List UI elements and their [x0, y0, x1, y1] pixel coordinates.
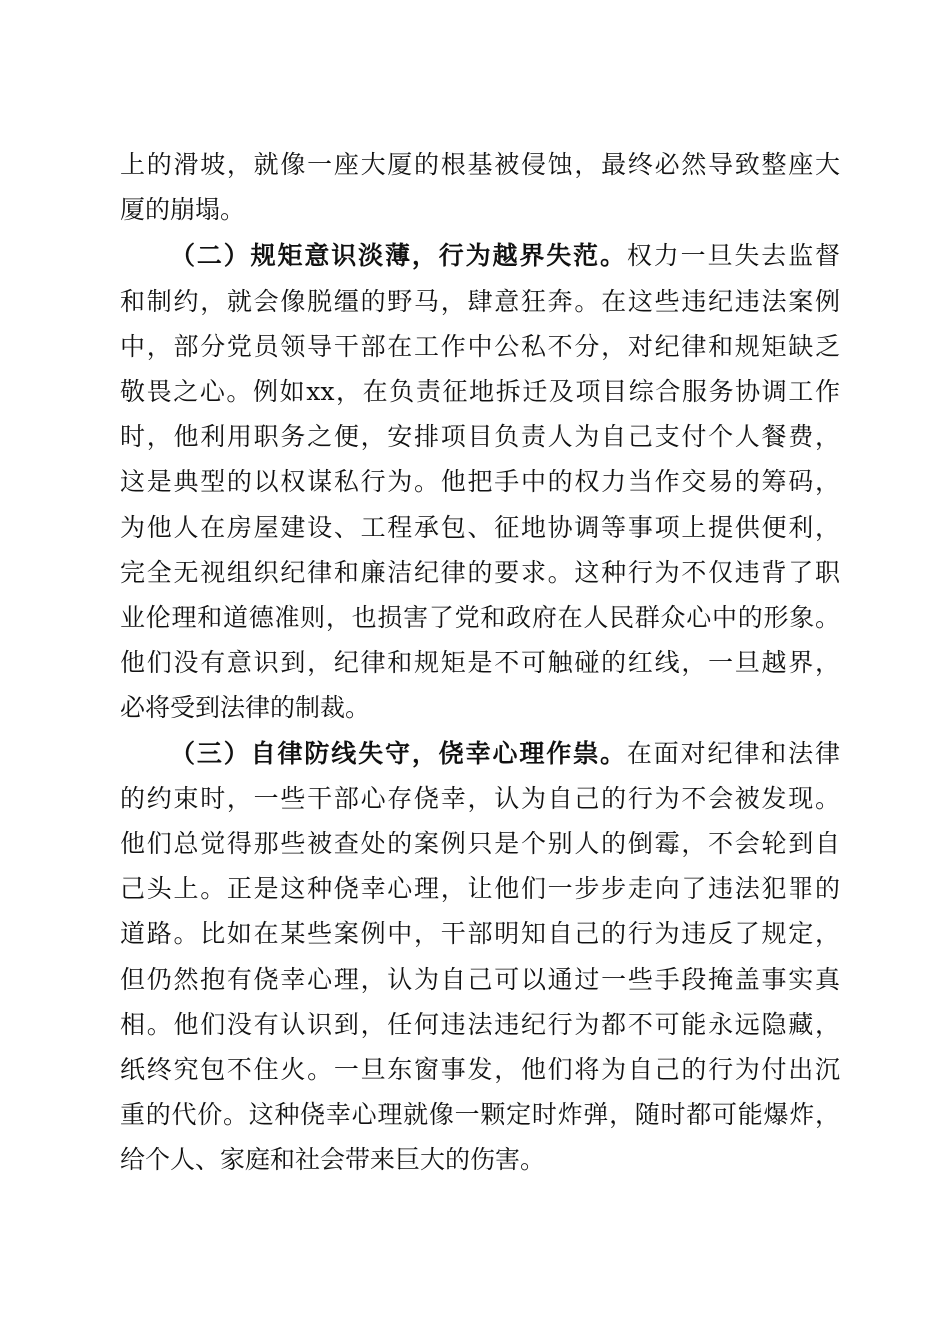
paragraph-first-line: [170, 734, 840, 774]
text-line: 和制约，就会像脱缰的野马，肆意狂奔。在这些违纪违法案例: [120, 287, 840, 316]
paragraph-first-line: [170, 236, 840, 276]
text-line: 纸终究包不住火。一旦东窗事发，他们将为自己的行为付出沉: [120, 1055, 840, 1084]
text-line: 但仍然抱有侥幸心理，认为自己可以通过一些手段掩盖事实真: [120, 965, 840, 994]
text-line: 重的代价。这种侥幸心理就像一颗定时炸弹，随时都可能爆炸，: [120, 1100, 840, 1129]
text-run: 权力一旦失去监督: [626, 241, 840, 270]
text-line: 道路。比如在某些案例中，干部明知自己的行为违反了规定，: [120, 919, 840, 948]
text-run: 在面对纪律和法律: [626, 739, 840, 768]
text-line: 业伦理和道德准则，也损害了党和政府在人民群众心中的形象。: [120, 603, 840, 632]
text-line: 的约束时，一些干部心存侥幸，认为自己的行为不会被发现。: [120, 784, 840, 813]
text-line: 必将受到法律的制裁。: [120, 693, 371, 722]
text-line: 己头上。正是这种侥幸心理，让他们一步步走向了违法犯罪的: [120, 874, 840, 903]
text-line: 中，部分党员领导干部在工作中公私不分，对纪律和规矩缺乏: [120, 332, 840, 361]
text-line: 完全无视组织纪律和廉洁纪律的要求。这种行为不仅违背了职: [120, 558, 840, 587]
text-line: 他们没有意识到，纪律和规矩是不可触碰的红线，一旦越界，: [120, 648, 840, 677]
section-heading: （二）规矩意识淡薄，行为越界失范。: [170, 241, 627, 270]
text-line: 他们总觉得那些被查处的案例只是个别人的倒霉，不会轮到自: [120, 829, 840, 858]
text-line: 时，他利用职务之便，安排项目负责人为自己支付个人餐费，: [120, 422, 840, 451]
text-line: 厦的崩塌。: [120, 195, 246, 224]
text-line: 为他人在房屋建设、工程承包、征地协调等事项上提供便利，: [120, 513, 840, 542]
text-line: 上的滑坡，就像一座大厦的根基被侵蚀，最终必然导致整座大: [120, 150, 840, 179]
text-line: 相。他们没有认识到，任何违法违纪行为都不可能永远隐藏，: [120, 1010, 840, 1039]
text-line: 敬畏之心。例如xx，在负责征地拆迁及项目综合服务协调工作: [120, 377, 840, 406]
text-line: 给个人、家庭和社会带来巨大的伤害。: [120, 1145, 546, 1174]
text-line: 这是典型的以权谋私行为。他把手中的权力当作交易的筹码，: [120, 467, 840, 496]
section-heading: （三）自律防线失守，侥幸心理作祟。: [170, 739, 627, 768]
